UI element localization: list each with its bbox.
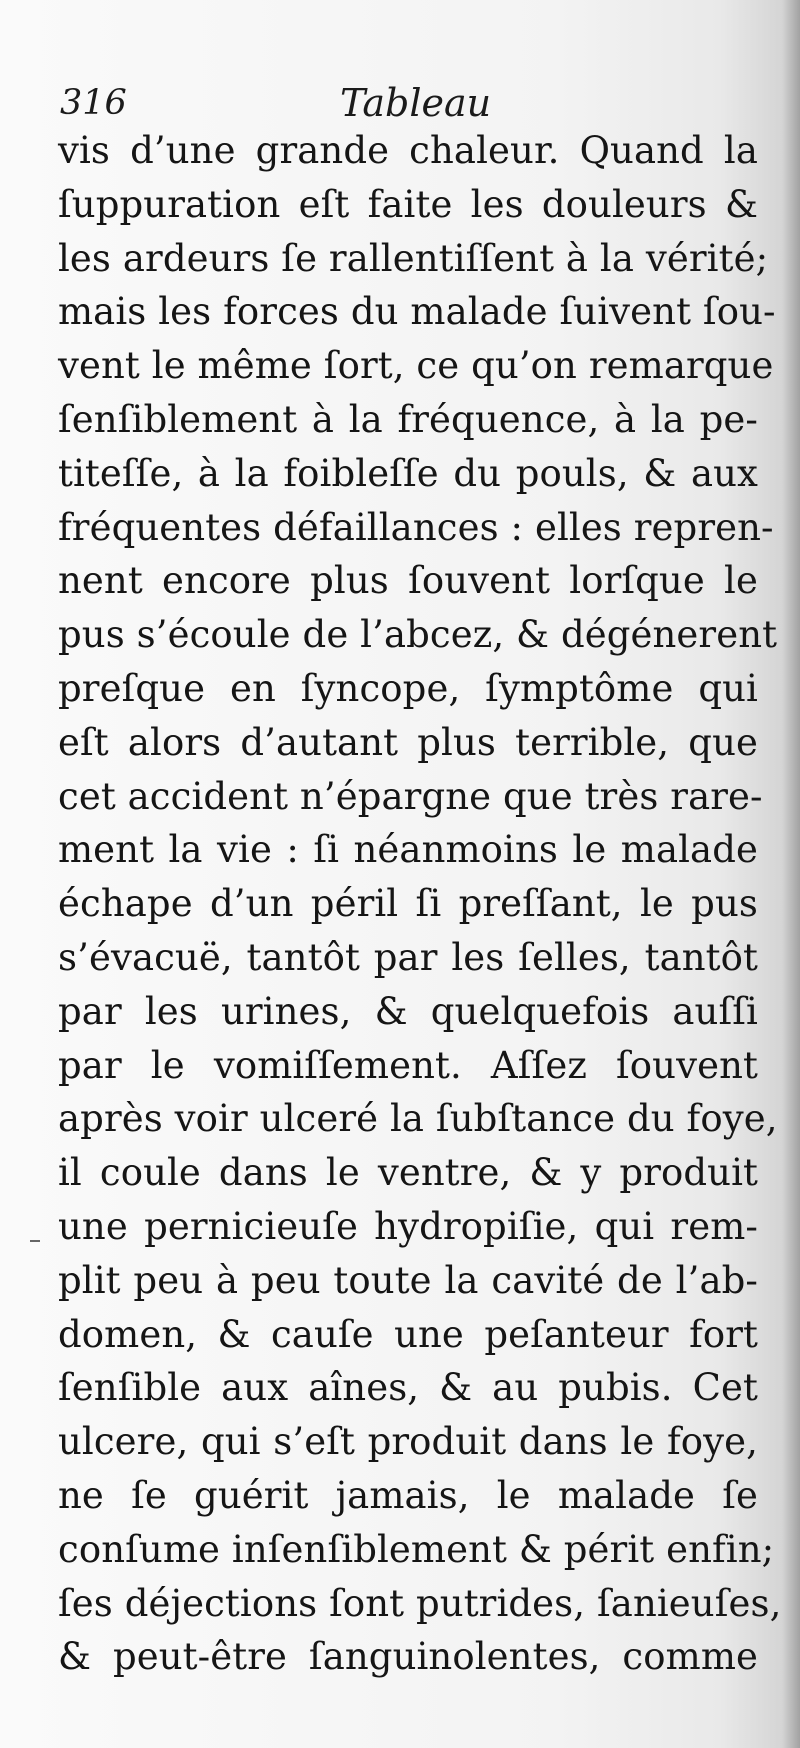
text-line: ment la vie : ſi néanmoins le malade	[58, 828, 758, 872]
text-line: après voir ulceré la ſubſtance du foye,	[58, 1097, 778, 1141]
text-line: fréquentes défaillances : elles repren-	[58, 505, 774, 549]
text-line: plit peu à peu toute la cavité de l’ab-	[58, 1258, 758, 1302]
text-line: conſume inſenſiblement & périt enfin;	[58, 1527, 775, 1571]
text-line: & peut-être ſanguinolentes, comme	[58, 1635, 758, 1679]
text-line: vis d’une grande chaleur. Quand la	[58, 129, 758, 172]
text-line: vent le même ſort, ce qu’on remarque	[58, 344, 774, 388]
page-edge-shadow	[782, 0, 800, 1748]
text-line: par le vomiſſement. Aſſez ſouvent	[58, 1043, 758, 1087]
page-header	[60, 78, 760, 128]
text-line: s’évacuë, tantôt par les ſelles, tantôt	[58, 935, 758, 979]
text-line: nent encore plus ſouvent lorſque le	[58, 559, 758, 603]
text-line: échape d’un péril ſi preſſant, le pus	[58, 882, 758, 926]
running-head: Tableau	[340, 81, 492, 125]
text-line: il coule dans le ventre, & y produit	[58, 1151, 758, 1195]
text-line: les ardeurs ſe rallentiſſent à la vérité;	[58, 236, 769, 280]
margin-mark	[30, 1240, 40, 1242]
text-line: par les urines, & quelquefois auſſi	[58, 989, 758, 1033]
text-line: ulcere, qui s’eſt produit dans le foye,	[58, 1420, 758, 1464]
text-line: ſenſiblement à la fréquence, à la pe-	[58, 397, 758, 441]
text-line: eſt alors d’autant plus terrible, que	[58, 720, 758, 764]
page-number: 316	[60, 83, 127, 123]
text-line: ſes déjections ſont putrides, ſanieuſes,	[58, 1581, 782, 1625]
text-line: cet accident n’épargne que très rare-	[58, 774, 763, 818]
text-line: ſuppuration eſt faite les douleurs &	[58, 182, 758, 226]
text-line: titeſſe, à la foibleſſe du pouls, & aux	[58, 451, 758, 495]
text-line: une pernicieuſe hydropiſie, qui rem-	[58, 1204, 758, 1248]
body-text	[58, 124, 782, 1684]
text-line: ſenſible aux aînes, & au pubis. Cet	[58, 1366, 758, 1410]
text-line: ne ſe guérit jamais, le malade ſe	[58, 1473, 758, 1517]
text-line: preſque en ſyncope, ſymptôme qui	[58, 666, 758, 710]
text-line: domen, & cauſe une peſanteur fort	[58, 1312, 758, 1356]
text-line: pus s’écoule de l’abcez, & dégénerent	[58, 613, 778, 657]
text-line: mais les forces du malade ſuivent ſou-	[58, 290, 776, 334]
